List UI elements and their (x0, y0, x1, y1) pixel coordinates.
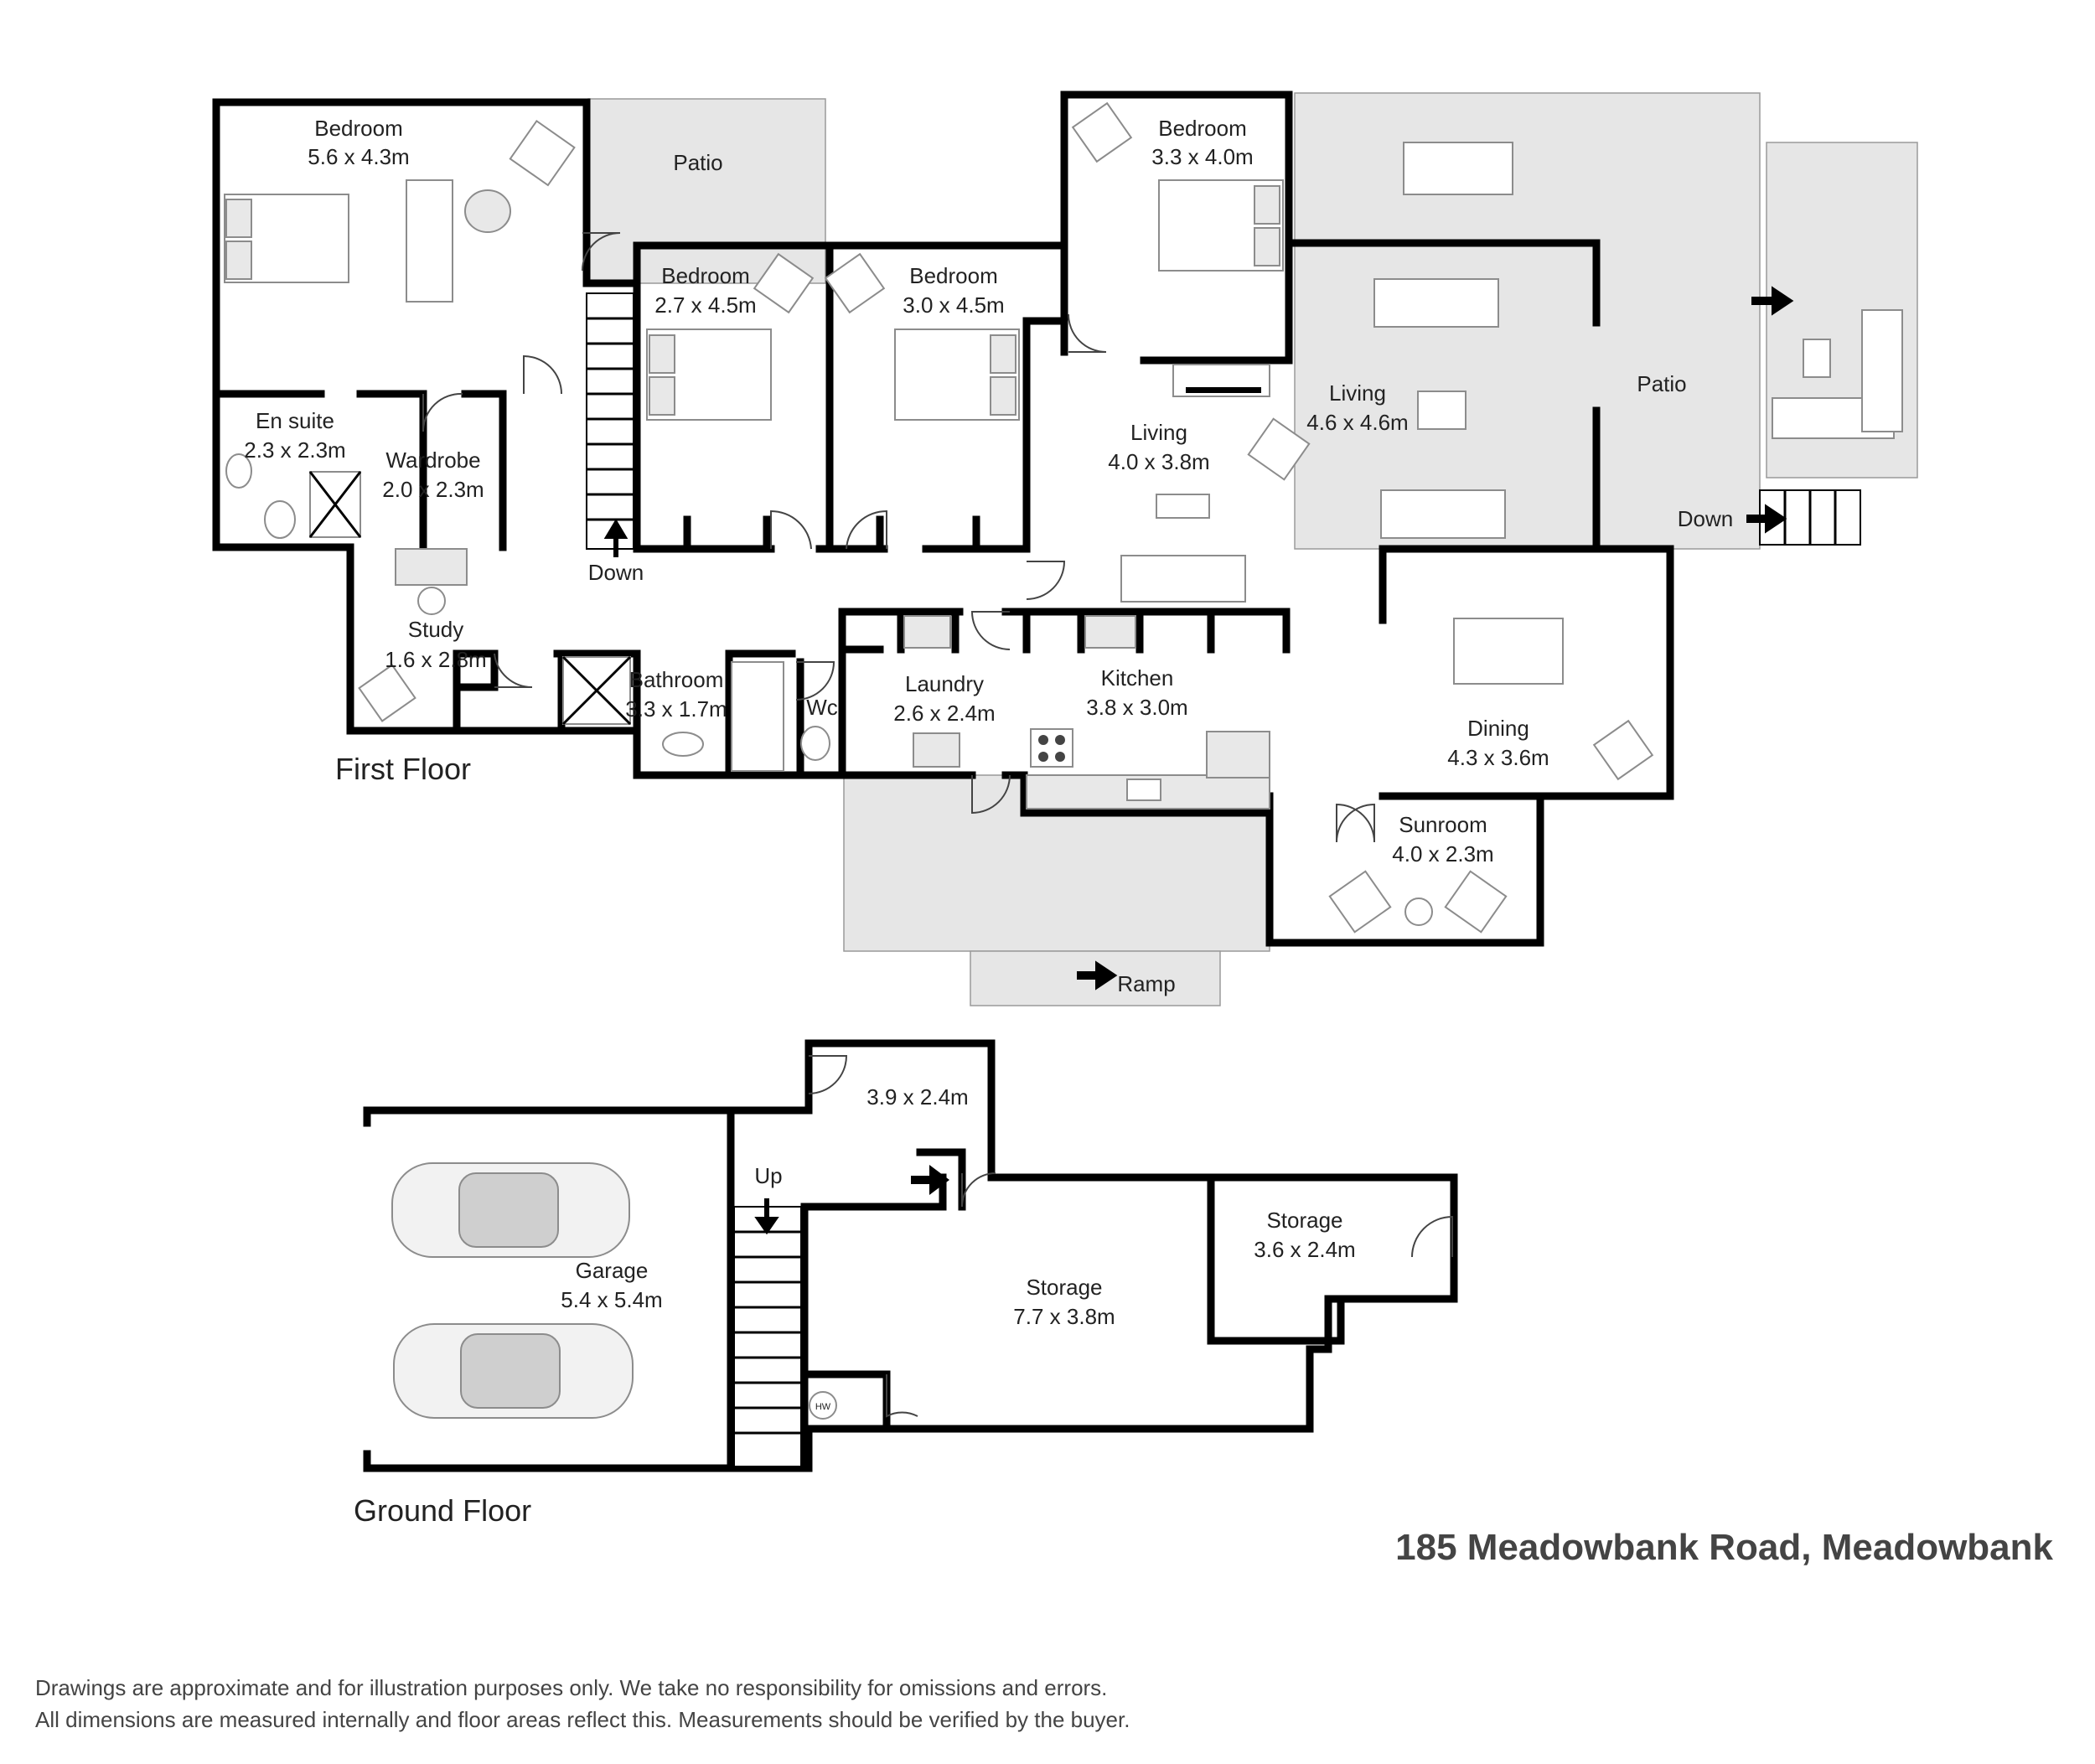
pillow-icon (991, 377, 1016, 415)
armchair-icon (360, 665, 416, 722)
outdoor-table-icon (1803, 339, 1830, 377)
room-name: Storage (1026, 1275, 1103, 1300)
door-swing (1068, 314, 1106, 352)
room-size: 7.7 x 3.8m (1013, 1304, 1115, 1329)
room-size: 5.4 x 5.4m (561, 1287, 663, 1312)
table-icon (465, 190, 510, 232)
outdoor-sofa-icon (1862, 310, 1902, 432)
outdoor-table-icon (1404, 142, 1513, 194)
floor-label-ground: Ground Floor (354, 1493, 532, 1528)
room-size: 2.0 x 2.3m (382, 477, 484, 502)
coffee-table-icon (1418, 391, 1466, 429)
sofa-icon (406, 180, 453, 302)
stairs-down-label: Down (587, 560, 644, 585)
disclaimer (35, 1672, 1376, 1736)
pillow-icon (226, 241, 251, 279)
room-name: Storage (1266, 1208, 1343, 1233)
hob-icon (1038, 752, 1048, 762)
room-name: Bedroom (661, 263, 750, 288)
stove-icon (1031, 729, 1073, 767)
room-name: Living (1329, 380, 1386, 406)
hob-icon (1055, 735, 1065, 745)
room-size: 2.6 x 2.4m (893, 701, 996, 726)
room-name: Study (407, 617, 464, 642)
room-size: 2.7 x 4.5m (654, 292, 757, 318)
property-address: 185 Meadowbank Road, Meadowbank (1395, 1527, 2053, 1568)
room-size: 5.6 x 4.3m (308, 144, 410, 169)
armchair-icon (1446, 872, 1506, 932)
car-roof-icon (459, 1173, 558, 1247)
room-name: Laundry (905, 671, 984, 696)
room-name: Bedroom (1158, 116, 1247, 141)
side-table-icon (1405, 898, 1432, 925)
stairs-ground (734, 1207, 801, 1467)
sink-icon (1127, 779, 1161, 800)
bench-icon (1085, 616, 1135, 648)
room-name: Wardrobe (385, 447, 481, 473)
hot-water-label: HW (815, 1402, 831, 1412)
room-name: Patio (673, 150, 723, 175)
pillow-icon (991, 335, 1016, 373)
door-swing (809, 1056, 846, 1094)
room-size: 4.0 x 3.8m (1108, 449, 1210, 474)
laundry-tub-icon (913, 733, 960, 767)
room-size: 4.6 x 4.6m (1306, 410, 1409, 435)
patio-right-area (1295, 93, 1760, 549)
desk-icon (396, 549, 467, 585)
ground-floor-labels (354, 1084, 1356, 1528)
sofa-icon (1121, 556, 1245, 602)
room-name: Bedroom (314, 116, 403, 141)
room-size: 3.6 x 2.4m (1254, 1237, 1356, 1262)
toilet-icon (801, 727, 830, 760)
ramp-label: Ramp (1117, 971, 1176, 996)
door-swing (771, 511, 811, 549)
bench-icon (904, 616, 950, 648)
armchair-icon (510, 121, 575, 185)
room-size: 4.0 x 2.3m (1392, 841, 1494, 866)
room-name: Patio (1637, 371, 1687, 396)
room-name: Dining (1467, 716, 1529, 741)
room-size: 3.3 x 4.0m (1151, 144, 1254, 169)
disclaimer-line: All dimensions are measured internally and floor areas reflect this. Measurements should be verified by the buyer. (35, 1707, 1130, 1732)
toilet-icon (265, 501, 295, 538)
hob-icon (1038, 735, 1048, 745)
room-size: 1.6 x 2.8m (385, 647, 487, 672)
room-size: 3.0 x 4.5m (903, 292, 1005, 318)
chair-icon (418, 587, 445, 614)
armchair-icon (1330, 872, 1390, 932)
room-name: Garage (575, 1258, 649, 1283)
room-name: Kitchen (1100, 665, 1174, 691)
room-name: Wc (806, 695, 838, 720)
room-name: Bedroom (909, 263, 998, 288)
room-name: Bathroom (628, 667, 724, 692)
room-name: Sunroom (1399, 812, 1487, 837)
patio-top-area (588, 99, 825, 283)
pillow-icon (649, 335, 675, 373)
stairs-first (587, 293, 634, 549)
basin-icon (663, 732, 703, 756)
armchair-icon (1073, 103, 1131, 162)
kitchen-island-icon (1207, 732, 1270, 778)
bathtub-icon (732, 662, 784, 771)
disclaimer-line: Drawings are approximate and for illustration purposes only. We take no responsibility for omissions and errors. (35, 1675, 1108, 1700)
pillow-icon (1254, 186, 1280, 224)
room-size: 4.3 x 3.6m (1447, 745, 1549, 770)
door-swing (972, 612, 1010, 649)
room-size: 2.3 x 2.3m (244, 437, 346, 463)
hob-icon (1055, 752, 1065, 762)
pillow-icon (649, 377, 675, 415)
fireplace-hearth-icon (1186, 387, 1261, 393)
door-swing (887, 1374, 918, 1416)
room-size: 3.8 x 3.0m (1086, 695, 1188, 720)
car-roof-icon (461, 1334, 560, 1408)
door-swing (494, 654, 532, 687)
pillow-icon (226, 199, 251, 237)
armchair-icon (825, 254, 884, 313)
door-swing (423, 394, 463, 432)
door-swing (524, 356, 561, 394)
garage-walls (367, 1043, 991, 1176)
sofa-icon (1381, 490, 1505, 538)
dining-table-icon (1454, 618, 1563, 684)
door-swing (1027, 561, 1064, 599)
room-size: 3.3 x 1.7m (625, 696, 727, 722)
patio-down-label: Down (1677, 506, 1734, 531)
coffee-table-icon (1156, 494, 1209, 518)
door-swing (1412, 1217, 1452, 1257)
floor-label-first: First Floor (335, 752, 471, 786)
stairs-up-label: Up (754, 1163, 783, 1188)
sofa-icon (1374, 279, 1498, 327)
pillow-icon (1254, 228, 1280, 266)
ground-floor-stairs (734, 1170, 945, 1467)
room-name: En suite (256, 408, 334, 433)
room-name: Living (1130, 420, 1187, 445)
room-size: 3.9 x 2.4m (866, 1084, 969, 1110)
armchair-icon (1594, 721, 1653, 779)
